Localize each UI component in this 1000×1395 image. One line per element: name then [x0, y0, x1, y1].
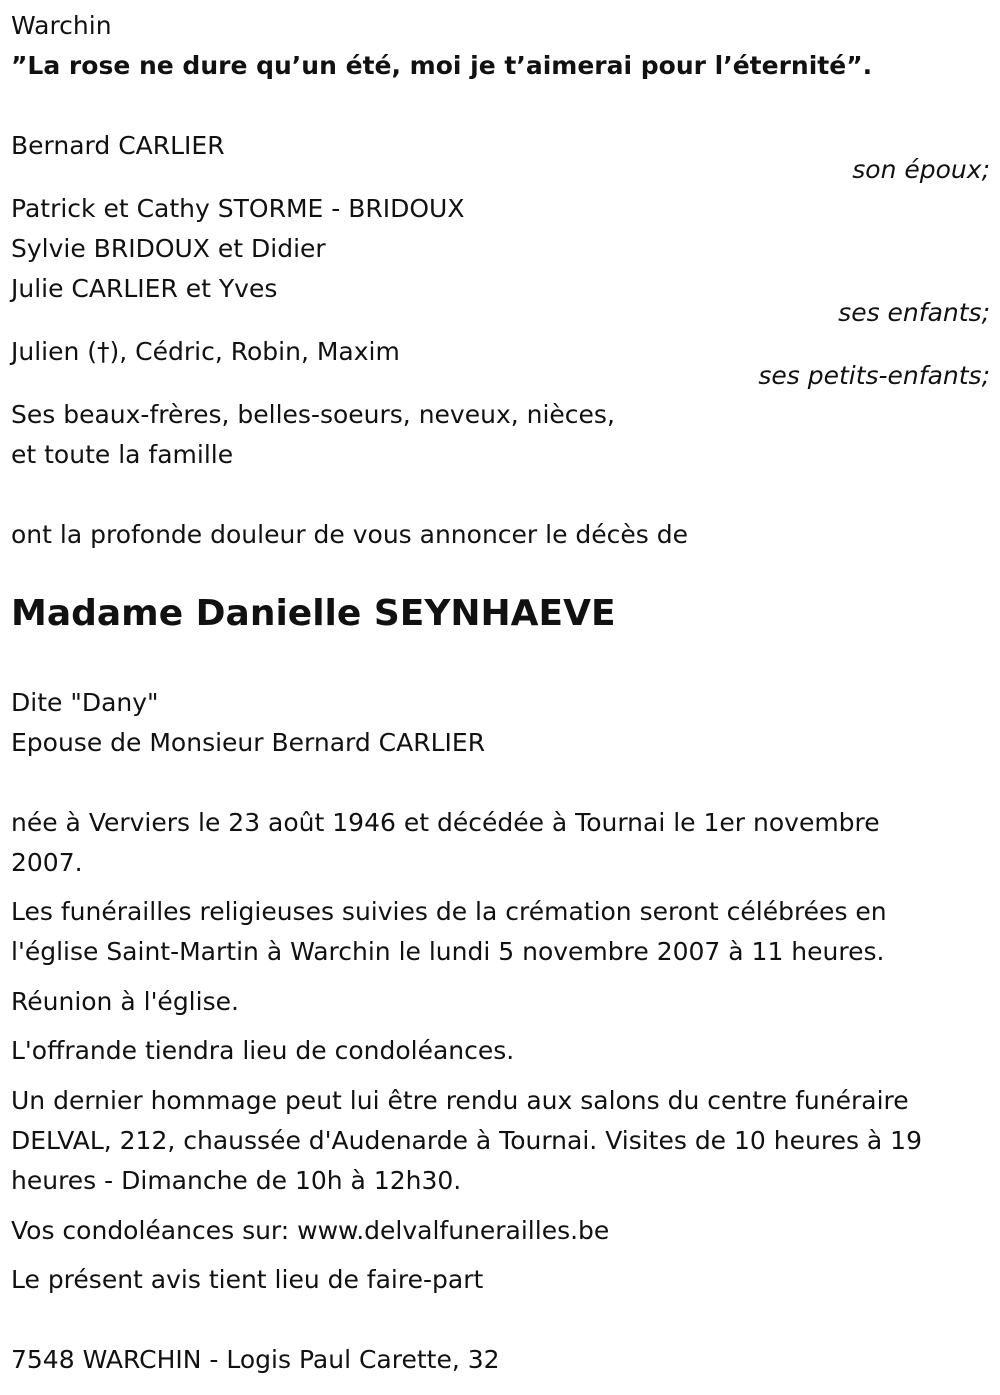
grandchildren-relation: ses petits-enfants; [758, 361, 990, 390]
child-line-3: Julie CARLIER et Yves [11, 274, 278, 303]
funeral-line-1: Les funérailles religieuses suivies de la crémation seront célébrées en [11, 897, 887, 926]
offering-text: L'offrande tiendra lieu de condoléances. [11, 1036, 515, 1065]
family-line-2: et toute la famille [11, 440, 234, 469]
birth-death-line-2: 2007. [11, 848, 83, 877]
grandchildren-names: Julien (†), Cédric, Robin, Maxim [11, 337, 400, 366]
children-relation: ses enfants; [838, 298, 990, 327]
child-line-1: Patrick et Cathy STORME - BRIDOUX [11, 194, 465, 223]
child-line-2: Sylvie BRIDOUX et Didier [11, 234, 326, 263]
family-line-1: Ses beaux-frères, belles-soeurs, neveux, nièces, [11, 400, 615, 429]
funeral-line-2: l'église Saint-Martin à Warchin le lundi 5 novembre 2007 à 11 heures. [11, 937, 885, 966]
husband-relation: son époux; [852, 155, 990, 184]
husband-name: Bernard CARLIER [11, 131, 225, 160]
announcement-text: ont la profonde douleur de vous annoncer le décès de [11, 520, 689, 549]
deceased-nickname: Dite "Dany" [11, 688, 159, 717]
notice-text: Le présent avis tient lieu de faire-part [11, 1265, 484, 1294]
deceased-name: Madame Danielle SEYNHAEVE [11, 593, 616, 634]
epitaph-quote: ”La rose ne dure qu’un été, moi je t’aimerai pour l’éternité”. [11, 51, 873, 80]
tribute-line-3: heures - Dimanche de 10h à 12h30. [11, 1166, 462, 1195]
deceased-spouse: Epouse de Monsieur Bernard CARLIER [11, 728, 486, 757]
tribute-line-2: DELVAL, 212, chaussée d'Audenarde à Tournai. Visites de 10 heures à 19 [11, 1126, 922, 1155]
birth-death-line-1: née à Verviers le 23 août 1946 et décédée à Tournai le 1er novembre [11, 808, 880, 837]
meeting-text: Réunion à l'église. [11, 987, 239, 1016]
tribute-line-1: Un dernier hommage peut lui être rendu aux salons du centre funéraire [11, 1086, 909, 1115]
address-text: 7548 WARCHIN - Logis Paul Carette, 32 [11, 1345, 500, 1374]
condolences-text: Vos condoléances sur: www.delvalfunerailles.be [11, 1216, 610, 1245]
place-label: Warchin [11, 11, 112, 40]
